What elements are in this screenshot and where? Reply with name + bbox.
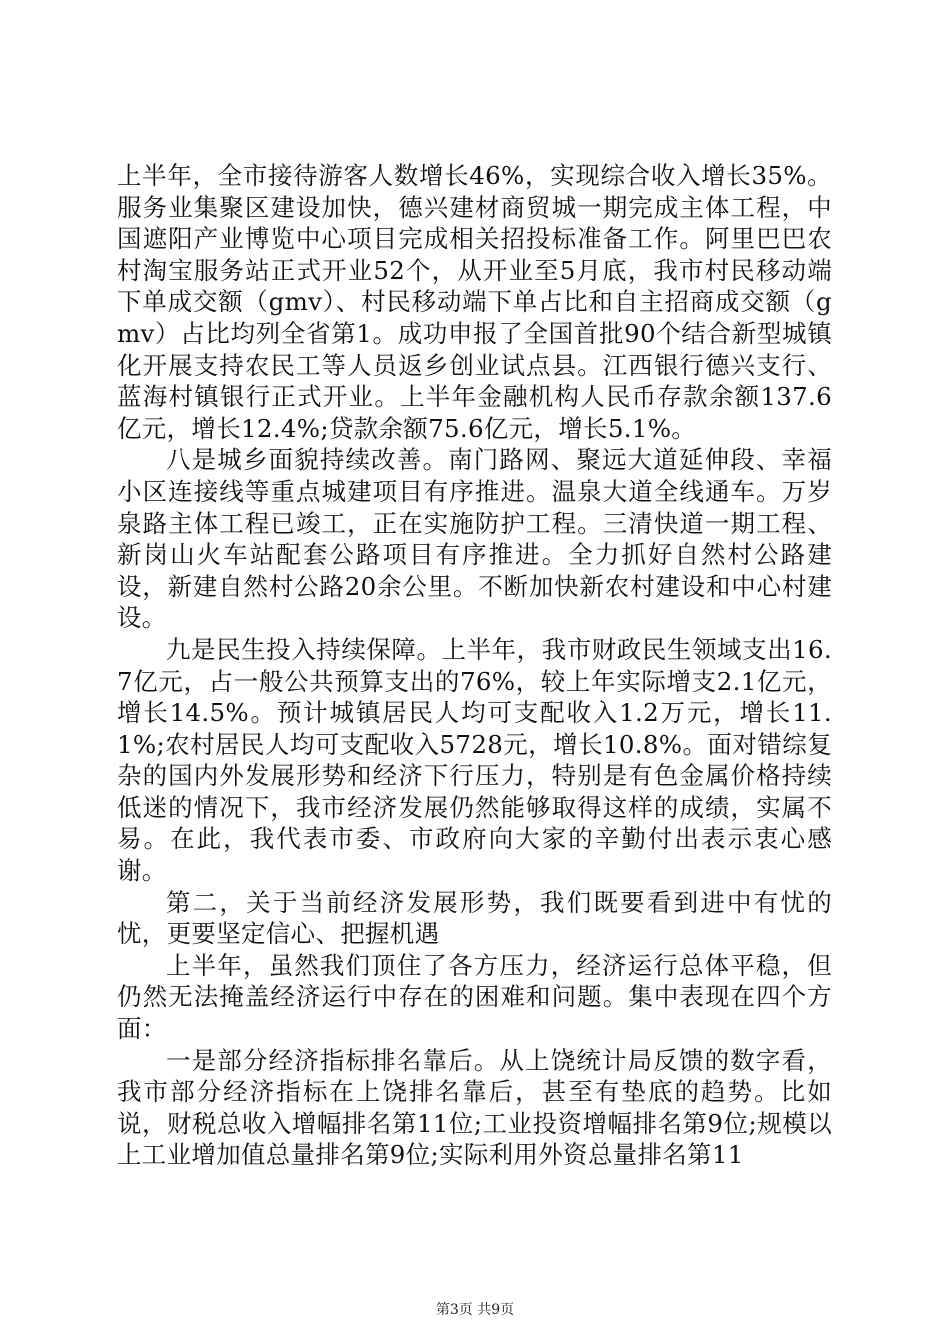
- document-body: [117, 160, 832, 1171]
- paragraph-5: 上半年，虽然我们顶住了各方压力，经济运行总体平稳，但仍然无法掩盖经济运行中存在的困难和问题。集中表现在四个方面：: [117, 950, 832, 1044]
- paragraph-3: 九是民生投入持续保障。上半年，我市财政民生领域支出16.7亿元，占一般公共预算支出的76%，较上年实际增支2.1亿元，增长14.5%。预计城镇居民人均可支配收入1.2万元，增长11.1%;农村居民人均可支配收入5728元，增长10.8%。面对错综复杂的国内外发展形势和经济下行压力，特别是有色金属价格持续低迷的情况下，我市经济发展仍然能够取得这样的成绩，实属不易。在此，我代表市委、市政府向大家的辛勤付出表示衷心感谢。: [117, 634, 832, 886]
- page-footer: 第3页 共9页: [435, 1302, 515, 1318]
- paragraph-4: 第二，关于当前经济发展形势，我们既要看到进中有忧的忧，更要坚定信心、把握机遇: [117, 887, 832, 949]
- paragraph-1: 上半年，全市接待游客人数增长46%，实现综合收入增长35%。服务业集聚区建设加快，德兴建材商贸城一期完成主体工程，中国遮阳产业博览中心项目完成相关招投标准备工作。阿里巴巴农村淘宝服务站正式开业52个，从开业至5月底，我市村民移动端下单成交额（gmv）、村民移动端下单占比和自主招商成交额（gmv）占比均列全省第1。成功申报了全国首批90个结合新型城镇化开展支持农民工等人员返乡创业试点县。江西银行德兴支行、蓝海村镇银行正式开业。上半年金融机构人民币存款余额137.6亿元，增长12.4%;贷款余额75.6亿元，增长5.1%。: [117, 161, 832, 443]
- paragraph-6: 一是部分经济指标排名靠后。从上饶统计局反馈的数字看，我市部分经济指标在上饶排名靠后，甚至有垫底的趋势。比如说，财税总收入增幅排名第11位;工业投资增幅排名第9位;规模以上工业增加值总量排名第9位;实际利用外资总量排名第11: [117, 1045, 832, 1170]
- paragraph-2: 八是城乡面貌持续改善。南门路网、聚远大道延伸段、幸福小区连接线等重点城建项目有序推进。温泉大道全线通车。万岁泉路主体工程已竣工，正在实施防护工程。三清快道一期工程、新岗山火车站配套公路项目有序推进。全力抓好自然村公路建设，新建自然村公路20余公里。不断加快新农村建设和中心村建设。: [117, 445, 832, 633]
